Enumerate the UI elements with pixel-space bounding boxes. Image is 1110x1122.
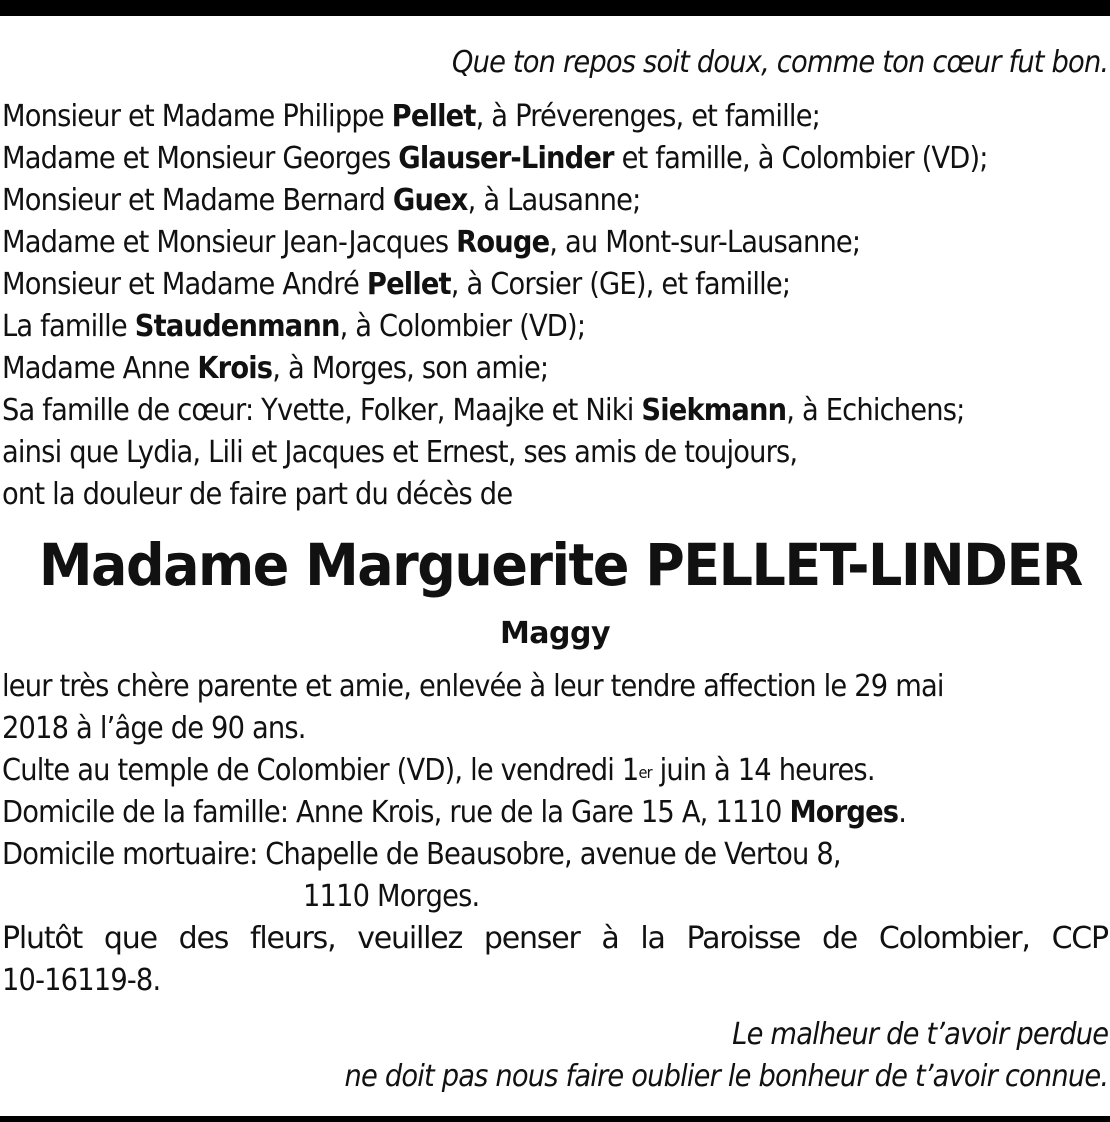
closing-line: ne doit pas nous faire oublier le bonheur de t’avoir connue.: [344, 1059, 1108, 1094]
family-line: Monsieur et Madame Philippe Pellet, à Préverenges, et famille;: [2, 99, 821, 134]
family-surname: Rouge: [456, 225, 550, 260]
deceased-name: Madame Marguerite PELLET-LINDER: [38, 531, 1082, 599]
service-line: Culte au temple de Colombier (VD), le vendredi 1er juin à 14 heures.: [2, 753, 875, 788]
domicile-city: Morges: [789, 795, 899, 830]
announcement-line: ont la douleur de faire part du décès de: [2, 477, 513, 512]
family-surname: Pellet: [391, 99, 476, 134]
friends-line: ainsi que Lydia, Lili et Jacques et Ernest, ses amis de toujours,: [2, 435, 798, 470]
ccp-number-line: 10-16119-8.: [2, 963, 161, 998]
family-line: Monsieur et Madame Bernard Guex, à Lausanne;: [2, 183, 641, 218]
family-surname: Krois: [197, 351, 273, 386]
family-line: Sa famille de cœur: Yvette, Folker, Maajke et Niki Siekmann, à Echichens;: [2, 393, 965, 428]
body-line: 2018 à l’âge de 90 ans.: [2, 711, 306, 746]
epigraph: Que ton repos soit doux, comme ton cœur fut bon.: [451, 45, 1108, 80]
family-line: La famille Staudenmann, à Colombier (VD);: [2, 309, 586, 344]
family-line: Madame et Monsieur Georges Glauser-Linder et famille, à Colombier (VD);: [2, 141, 988, 176]
family-line: Monsieur et Madame André Pellet, à Corsier (GE), et famille;: [2, 267, 791, 302]
nickname: Maggy: [499, 616, 611, 651]
family-domicile-line: Domicile de la famille: Anne Krois, rue de la Gare 15 A, 1110 Morges.: [2, 795, 907, 830]
flowers-line: Plutôt que des fleurs, veuillez penser à la Paroisse de Colombier, CCP: [2, 921, 1108, 956]
family-line: Madame et Monsieur Jean-Jacques Rouge, au Mont-sur-Lausanne;: [2, 225, 861, 260]
bottom-rule: [0, 1116, 1110, 1122]
family-surname: Guex: [392, 183, 468, 218]
family-line: Madame Anne Krois, à Morges, son amie;: [2, 351, 549, 386]
family-surname: Glauser-Linder: [398, 141, 614, 176]
family-surname: Pellet: [366, 267, 451, 302]
body-line: leur très chère parente et amie, enlevée à leur tendre affection le 29 mai: [2, 669, 944, 704]
closing-line: Le malheur de t’avoir perdue: [731, 1017, 1108, 1052]
mortuary-address-line: 1110 Morges.: [303, 879, 480, 914]
mortuary-line: Domicile mortuaire: Chapelle de Beausobre, avenue de Vertou 8,: [2, 837, 841, 872]
family-surname: Staudenmann: [134, 309, 340, 344]
top-rule: [0, 0, 1110, 16]
family-surname: Siekmann: [641, 393, 787, 428]
